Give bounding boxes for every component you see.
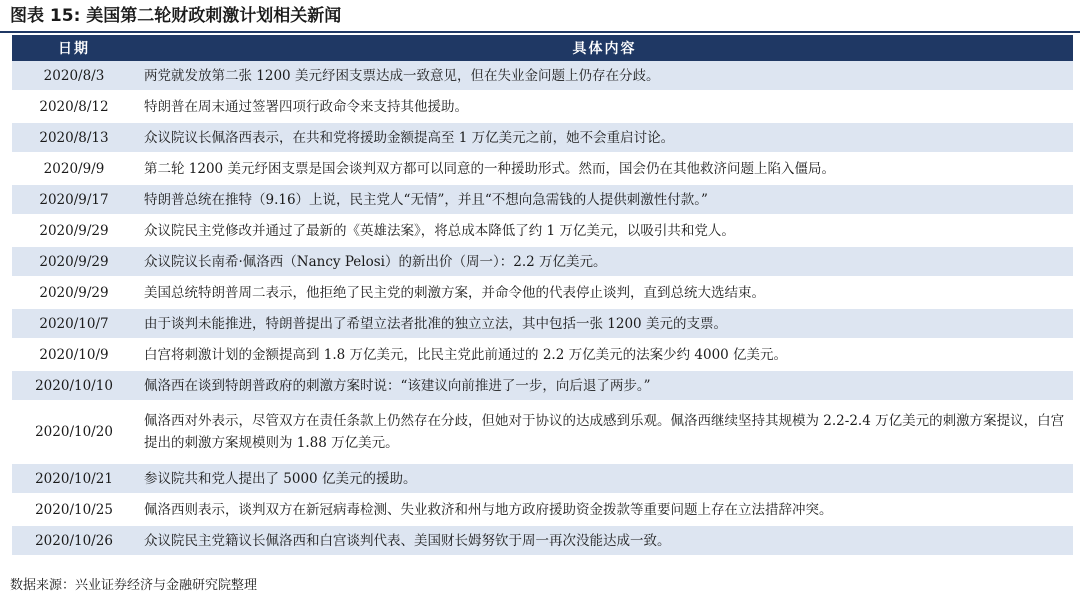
row-content: 美国总统特朗普周二表示，他拒绝了民主党的刺激方案，并命令他的代表停止谈判，直到总统大选结束。 — [136, 277, 1073, 308]
row-date: 2020/9/29 — [12, 215, 136, 246]
row-date: 2020/8/3 — [12, 61, 136, 91]
header-date: 日期 — [12, 35, 136, 61]
row-date: 2020/10/21 — [12, 463, 136, 494]
figure-title: 图表 15: 美国第二轮财政刺激计划相关新闻 — [10, 6, 342, 26]
table-row — [12, 153, 1073, 184]
row-content: 参议院共和党人提出了 5000 亿美元的援助。 — [136, 463, 1073, 494]
row-date: 2020/10/20 — [12, 401, 136, 463]
table-row — [12, 61, 1073, 91]
row-content: 特朗普在周末通过签署四项行政命令来支持其他援助。 — [136, 91, 1073, 122]
row-date: 2020/10/9 — [12, 339, 136, 370]
row-date: 2020/9/9 — [12, 153, 136, 184]
row-content: 众议院议长佩洛西表示，在共和党将援助金额提高至 1 万亿美元之前，她不会重启讨论。 — [136, 122, 1073, 153]
title-divider — [0, 31, 1080, 33]
table-header-row — [12, 35, 1073, 61]
row-date: 2020/10/26 — [12, 525, 136, 556]
row-content: 白宫将刺激计划的金额提高到 1.8 万亿美元，比民主党此前通过的 2.2 万亿美元的法案少约 4000 亿美元。 — [136, 339, 1073, 370]
table-row — [12, 308, 1073, 339]
source-note: 数据来源：兴业证券经济与金融研究院整理 — [10, 578, 258, 593]
row-content: 由于谈判未能推进，特朗普提出了希望立法者批准的独立立法，其中包括一张 1200 美元的支票。 — [136, 308, 1073, 339]
row-content: 众议院民主党籍议长佩洛西和白宫谈判代表、美国财长姆努钦于周一再次没能达成一致。 — [136, 525, 1073, 556]
row-date: 2020/10/10 — [12, 370, 136, 401]
header-content: 具体内容 — [136, 35, 1073, 61]
row-content: 佩洛西则表示，谈判双方在新冠病毒检测、失业救济和州与地方政府援助资金拨款等重要问题上存在立法措辞冲突。 — [136, 494, 1073, 525]
table-row — [12, 401, 1073, 463]
table-row — [12, 370, 1073, 401]
row-date: 2020/9/29 — [12, 246, 136, 277]
row-date: 2020/9/17 — [12, 184, 136, 215]
row-date: 2020/8/13 — [12, 122, 136, 153]
table-row — [12, 463, 1073, 494]
row-date: 2020/10/7 — [12, 308, 136, 339]
row-content: 众议院议长南希·佩洛西（Nancy Pelosi）的新出价（周一）：2.2 万亿美元。 — [136, 246, 1073, 277]
table-row — [12, 277, 1073, 308]
row-content: 佩洛西对外表示，尽管双方在责任条款上仍然存在分歧，但她对于协议的达成感到乐观。佩洛西继续坚持其规模为 2.2-2.4 万亿美元的刺激方案提议，白宫提出的刺激方案规模则为 1.88 万亿美元。 — [136, 401, 1073, 463]
table-row — [12, 525, 1073, 556]
table-row — [12, 91, 1073, 122]
table-row — [12, 215, 1073, 246]
row-content: 两党就发放第二张 1200 美元纾困支票达成一致意见，但在失业金问题上仍存在分歧。 — [136, 61, 1073, 91]
table-row — [12, 494, 1073, 525]
row-date: 2020/8/12 — [12, 91, 136, 122]
row-content: 特朗普总统在推特（9.16）上说，民主党人“无情”，并且“不想向急需钱的人提供刺激性付款。” — [136, 184, 1073, 215]
table-row — [12, 339, 1073, 370]
row-content: 佩洛西在谈到特朗普政府的刺激方案时说：“该建议向前推进了一步，向后退了两步。” — [136, 370, 1073, 401]
row-content: 第二轮 1200 美元纾困支票是国会谈判双方都可以同意的一种援助形式。然而，国会仍在其他救济问题上陷入僵局。 — [136, 153, 1073, 184]
table-row — [12, 122, 1073, 153]
row-date: 2020/10/25 — [12, 494, 136, 525]
news-table — [12, 35, 1073, 557]
row-content: 众议院民主党修改并通过了最新的《英雄法案》，将总成本降低了约 1 万亿美元，以吸引共和党人。 — [136, 215, 1073, 246]
table-row — [12, 246, 1073, 277]
row-date: 2020/9/29 — [12, 277, 136, 308]
table-row — [12, 184, 1073, 215]
